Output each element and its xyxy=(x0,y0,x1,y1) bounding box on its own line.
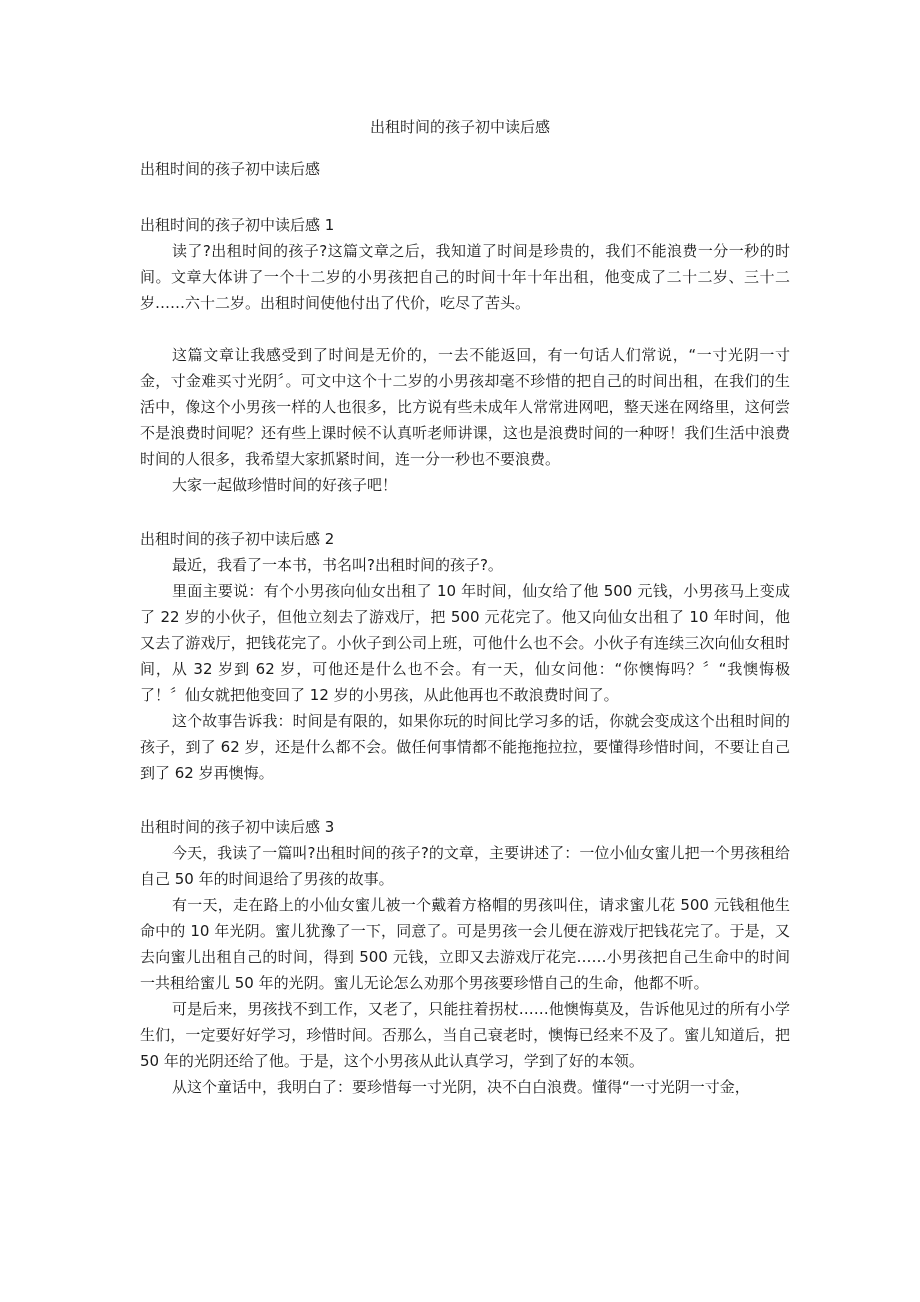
document-body xyxy=(140,156,790,1100)
section-heading: 出租时间的孩子初中读后感 3 xyxy=(140,818,335,836)
document-subtitle: 出租时间的孩子初中读后感 xyxy=(140,160,321,178)
section-3 xyxy=(140,814,790,1100)
document-title: 出租时间的孩子初中读后感 xyxy=(369,118,550,136)
section-1 xyxy=(140,212,790,498)
section-2 xyxy=(140,526,790,786)
paragraph: 从这个童话中，我明白了：要珍惜每一寸光阴，决不白白浪费。懂得“一寸光阴一寸金， xyxy=(172,1078,750,1096)
paragraph: 这个故事告诉我：时间是有限的，如果你玩的时间比学习多的话，你就会变成这个出租时间的孩子，到了 62 岁，还是什么都不会。做任何事情都不能拖拖拉拉，要懂得珍惜时间，不要让自己到了 62 岁再懊悔。 xyxy=(140,712,790,782)
paragraph: 最近，我看了一本书，书名叫?出租时间的孩子?。 xyxy=(172,556,503,574)
paragraph: 里面主要说：有个小男孩向仙女出租了 10 年时间，仙女给了他 500 元钱，小男孩马上变成了 22 岁的小伙子，但他立刻去了游戏厅，把 500 元花完了。他又向仙女出租了 10 年时间，他又去了游戏厅，把钱花完了。小伙子到公司上班，可他什么也不会。小伙子有连续三次向仙女租时间，从 32 岁到 62 岁，可他还是什么也不会。有一天，仙女问他：“你懊悔吗？〞“我懊悔极了！〞仙女就把他变回了 12 岁的小男孩，从此他再也不敢浪费时间了。 xyxy=(140,582,790,704)
paragraph: 大家一起做珍惜时间的好孩子吧！ xyxy=(172,476,398,494)
paragraph: 今天，我读了一篇叫?出租时间的孩子?的文章，主要讲述了：一位小仙女蜜儿把一个男孩租给自己 50 年的时间退给了男孩的故事。 xyxy=(140,844,790,888)
paragraph: 读了?出租时间的孩子?这篇文章之后，我知道了时间是珍贵的，我们不能浪费一分一秒的时间。文章大体讲了一个十二岁的小男孩把自己的时间十年十年出租，他变成了二十二岁、三十二岁……六十二岁。出租时间使他付出了代价，吃尽了苦头。 xyxy=(140,242,790,312)
section-heading: 出租时间的孩子初中读后感 1 xyxy=(140,216,335,234)
section-heading: 出租时间的孩子初中读后感 2 xyxy=(140,530,335,548)
paragraph: 这篇文章让我感受到了时间是无价的，一去不能返回，有一句话人们常说，“一寸光阴一寸金，寸金难买寸光阴〞。可文中这个十二岁的小男孩却毫不珍惜的把自己的时间出租，在我们的生活中，像这个小男孩一样的人也很多，比方说有些未成年人常常进网吧，整天迷在网络里，这何尝不是浪费时间呢？还有些上课时候不认真听老师讲课，这也是浪费时间的一种呀！我们生活中浪费时间的人很多，我希望大家抓紧时间，连一分一秒也不要浪费。 xyxy=(140,346,790,468)
paragraph: 有一天，走在路上的小仙女蜜儿被一个戴着方格帽的男孩叫住，请求蜜儿花 500 元钱租他生命中的 10 年光阴。蜜儿犹豫了一下，同意了。可是男孩一会儿便在游戏厅把钱花完了。于是，又去向蜜儿出租自己的时间，得到 500 元钱，立即又去游戏厅花完……小男孩把自己生命中的时间一共租给蜜儿 50 年的光阴。蜜儿无论怎么劝那个男孩要珍惜自己的生命，他都不听。 xyxy=(140,896,790,992)
paragraph: 可是后来，男孩找不到工作，又老了，只能拄着拐杖……他懊悔莫及，告诉他见过的所有小学生们，一定要好好学习，珍惜时间。否那么，当自己衰老时，懊悔已经来不及了。蜜儿知道后，把 50 年的光阴还给了他。于是，这个小男孩从此认真学习，学到了好的本领。 xyxy=(140,1000,790,1070)
